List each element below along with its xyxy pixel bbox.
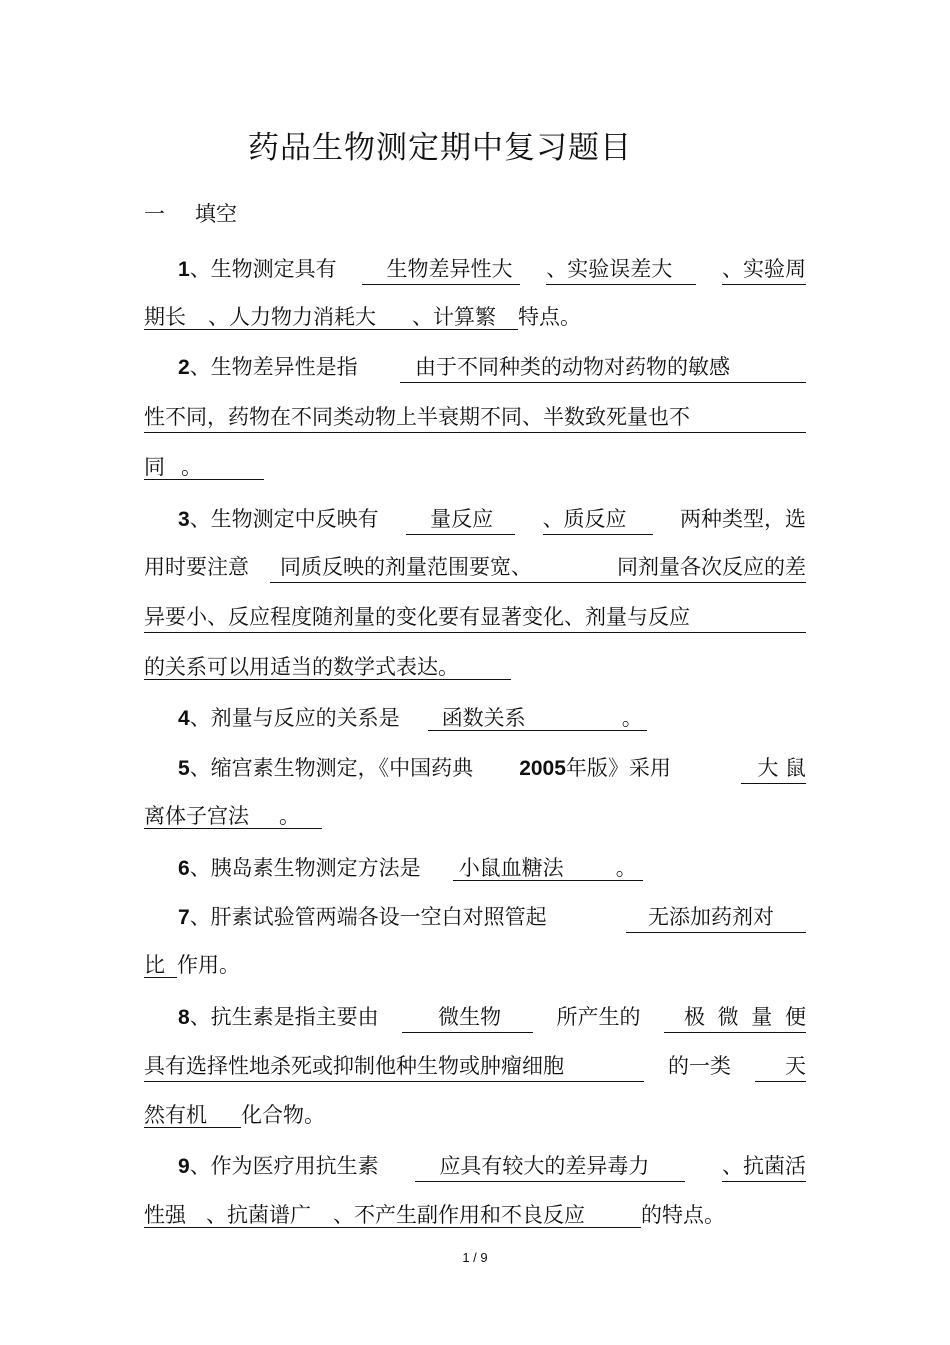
q1-text: 、生物测定具有	[189, 257, 337, 281]
q1-line1	[144, 254, 806, 285]
q7-answer-1: 无添加药剂对	[626, 902, 806, 933]
q8-tail: 化合物。	[241, 1103, 325, 1127]
q7-number: 7	[178, 906, 190, 929]
q5-answer-2: 离体子宫法 。	[144, 804, 322, 829]
q8-line3	[144, 1100, 325, 1130]
q7-tail: 作用。	[177, 953, 240, 977]
q8-answer-3b: 然有机	[144, 1103, 241, 1128]
q8-line1	[144, 1002, 806, 1033]
page-number: 1 / 9	[462, 1250, 488, 1265]
q9-answer-2b: 性强	[144, 1203, 206, 1228]
q2-number: 2	[178, 356, 190, 379]
q6-answer: 小鼠血糖法 。	[453, 856, 643, 881]
q5-year: 2005	[519, 757, 566, 780]
q3-answer-3a: 同质反映的剂量范围要宽、	[280, 555, 532, 579]
q3-answer-1: 量反应	[406, 504, 515, 535]
q1-number: 1	[178, 258, 190, 281]
q8-text-2: 所产生的	[556, 1005, 641, 1029]
q2-line3	[144, 452, 264, 482]
q1-answer-3: 、实验周	[722, 254, 806, 285]
q3-text-3: 用时要注意	[144, 555, 249, 579]
section-index: 一	[144, 202, 165, 226]
q5-text-2: 年版》采用	[565, 756, 671, 780]
q1-answer-5: 、计算繁	[412, 305, 518, 330]
q3-answer-4: 异要小、反应程度随剂量的变化要有显著变化、剂量与反应	[144, 602, 806, 633]
section-heading	[144, 198, 237, 228]
q9-answer-2: 、抗菌活	[722, 1151, 806, 1182]
q1-tail: 特点。	[518, 305, 581, 329]
q5-line1	[178, 753, 671, 784]
q9-answer-1: 应具有较大的差异毒力	[415, 1151, 685, 1182]
q6-line	[178, 853, 643, 884]
q6-text: 、胰岛素生物测定方法是	[189, 856, 421, 880]
q3-number: 3	[178, 508, 190, 531]
q9-line1	[144, 1151, 806, 1182]
q8-number: 8	[178, 1006, 190, 1029]
q8-answer-3: 天	[755, 1051, 806, 1082]
q8-text: 、抗生素是指主要由	[189, 1005, 379, 1029]
section-label: 填空	[195, 202, 237, 226]
q5-text: 、缩宫素生物测定，《中国药典	[189, 756, 474, 780]
q7-line1	[178, 902, 547, 933]
q7-text: 、肝素试验管两端各设一空白对照管起	[189, 905, 547, 929]
q1-answer-1: 生物差异性大	[362, 254, 520, 285]
q3-answer-2: 、质反应	[543, 504, 653, 535]
q7-answer-2: 比	[144, 953, 177, 978]
q1-answer-2: 、实验误差大	[546, 254, 696, 285]
q9-number: 9	[178, 1155, 190, 1178]
q2-line1	[178, 352, 358, 383]
q8-answer-2: 极 微 量 便	[664, 1002, 806, 1033]
q3-text-2: 两种类型，选	[680, 507, 806, 531]
q9-tail: 的特点。	[641, 1203, 725, 1227]
q1-answer-4: 、人力物力消耗大	[208, 305, 412, 330]
q4-line	[178, 703, 647, 734]
q2-answer-3: 同 。	[144, 455, 264, 480]
q1-line2	[144, 302, 581, 332]
q9-answer-4: 、不产生副作用和不良反应	[333, 1203, 641, 1228]
q3-text: 、生物测定中反映有	[189, 507, 379, 531]
q2-answer-2: 性不同，药物在不同类动物上半衰期不同、半数致死量也不	[144, 402, 806, 433]
q3-line4	[144, 652, 511, 682]
q4-answer: 函数关系 。	[428, 706, 647, 731]
page-title: 药品生物测定期中复习题目	[248, 130, 632, 166]
q3-answer-5: 的关系可以用适当的数学式表达。	[144, 655, 511, 680]
q9-text: 、作为医疗用抗生素	[189, 1154, 379, 1178]
q2-text: 、生物差异性是指	[189, 355, 358, 379]
q8-answer-2b: 具有选择性地杀死或抑制他种生物或肿瘤细胞	[144, 1051, 644, 1082]
q5-number: 5	[178, 757, 190, 780]
q3-answer-3b: 同剂量各次反应的差	[617, 555, 806, 579]
q8-answer-1: 微生物	[402, 1002, 533, 1033]
q3-line1	[144, 504, 806, 535]
q2-answer-1: 由于不同种类的动物对药物的敏感	[400, 352, 806, 383]
q5-line2	[144, 801, 322, 831]
q4-text: 、剂量与反应的关系是	[189, 706, 400, 730]
q3-line2	[144, 552, 249, 582]
q9-answer-3: 、抗菌谱广	[206, 1203, 333, 1228]
q8-text-3: 的一类	[668, 1054, 731, 1078]
q8-line2	[144, 1051, 806, 1082]
q6-number: 6	[178, 857, 190, 880]
q4-number: 4	[178, 707, 190, 730]
q3-answer-3	[270, 552, 806, 583]
q5-answer-1: 大 鼠	[741, 753, 806, 784]
q1-answer-3b: 期长	[144, 305, 208, 330]
q9-line2	[144, 1200, 725, 1230]
q7-line2	[144, 950, 240, 980]
